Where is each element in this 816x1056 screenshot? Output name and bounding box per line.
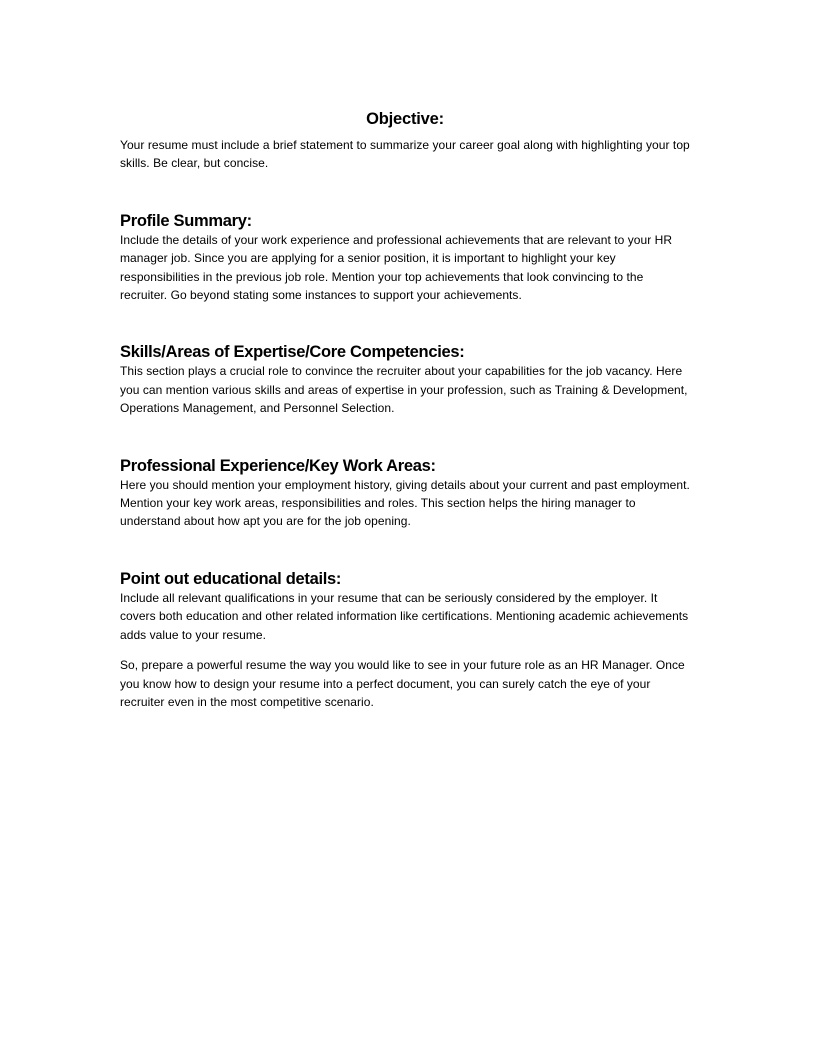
skills-paragraph: This section plays a crucial role to convince the recruiter about your capabilities for the job vacancy. Here you can mention various skills and areas of expertise in your profession, such as Training & Development, Operations Management, and Personnel Selection. — [120, 364, 688, 416]
section-spacer — [120, 173, 690, 211]
closing-paragraph: So, prepare a powerful resume the way you would like to see in your future role as an HR Manager. Once you know how to design your resume into a perfect document, you can surely catch the eye of your recruiter even in the most competitive scenario. — [120, 658, 685, 709]
profile-summary-heading: Profile Summary: — [120, 211, 252, 230]
education-paragraph: Include all relevant qualifications in your resume that can be seriously considered by the employer. It covers both education and other related information like certifications. Mentioning academic achievements adds value to your resume. — [120, 590, 689, 642]
experience-heading: Professional Experience/Key Work Areas: — [120, 456, 436, 475]
profile-summary-paragraph: Include the details of your work experience and professional achievements that are relevant to your HR manager job. Since you are applying for a senior position, it is important to highlight your key responsibilities in the previous job role. Mention your top achievements that look convincing to the recruiter. Go beyond stating some instances to support your achievements. — [120, 232, 673, 303]
document-page — [120, 108, 690, 711]
paragraph-spacer — [120, 644, 690, 656]
section-spacer — [120, 304, 690, 342]
education-heading: Point out educational details: — [120, 569, 342, 588]
objective-paragraph: Your resume must include a brief statement to summarize your career goal along with highlighting your top skills. Be clear, but concise. — [120, 138, 690, 171]
section-spacer — [120, 531, 690, 569]
objective-title: Objective: — [366, 110, 444, 128]
experience-paragraph: Here you should mention your employment history, giving details about your current and past employment. Mention your key work areas, responsibilities and roles. This section helps the hiring manager to understand about how apt you are for the job opening. — [120, 477, 690, 529]
section-spacer — [120, 418, 690, 456]
skills-heading: Skills/Areas of Expertise/Core Competencies: — [120, 343, 465, 362]
